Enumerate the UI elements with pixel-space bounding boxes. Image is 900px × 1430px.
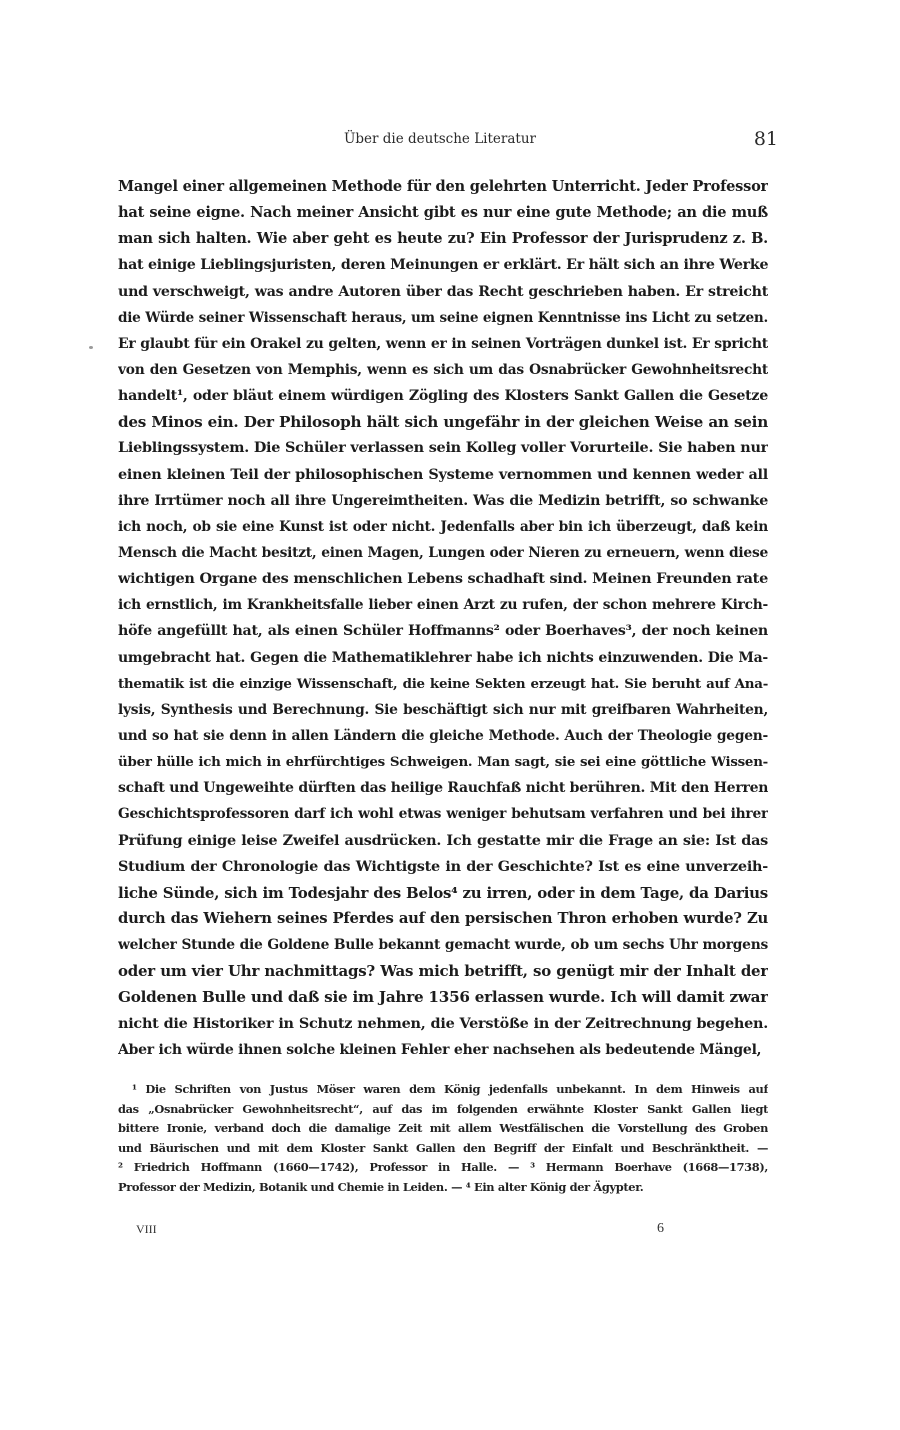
body-line: und verschweigt, was andre Autoren über das Recht geschrieben haben. Er streicht bbox=[118, 283, 768, 300]
footnote-line: Professor der Medizin, Botanik und Chemie in Leiden. — ⁴ Ein alter König der Ägypter. bbox=[118, 1179, 644, 1194]
footnote-line: das „Osnabrücker Gewohnheitsrecht“, auf das im folgenden erwähnte Kloster Sankt Gallen liegt bbox=[118, 1101, 768, 1116]
body-line: hat seine eigne. Nach meiner Ansicht gibt es nur eine gute Methode; an die muß bbox=[118, 204, 768, 222]
body-line: nicht die Historiker in Schutz nehmen, die Verstöße in der Zeitrechnung begehen. bbox=[118, 1014, 768, 1032]
body-line: welcher Stunde die Goldene Bulle bekannt gemacht wurde, ob um sechs Uhr morgens bbox=[118, 937, 768, 954]
body-line: die Würde seiner Wissenschaft heraus, um seine eignen Kenntnisse ins Licht zu setzen. bbox=[118, 309, 768, 326]
body-line: ihre Irrtümer noch all ihre Ungereimtheiten. Was die Medizin betrifft, so schwanke bbox=[118, 492, 768, 509]
volume-signature: VIII bbox=[136, 1222, 157, 1236]
body-line: des Minos ein. Der Philosoph hält sich ungefähr in der gleichen Weise an sein bbox=[118, 413, 768, 432]
body-line: hat einige Lieblingsjuristen, deren Meinungen er erklärt. Er hält sich an ihre Werke bbox=[118, 257, 768, 274]
body-line: Geschichtsprofessoren darf ich wohl etwas weniger behutsam verfahren und bei ihrer bbox=[118, 806, 768, 823]
body-line: handelt¹, oder bläut einem würdigen Zögling des Klosters Sankt Gallen die Gesetze bbox=[118, 388, 768, 405]
body-line: Prüfung einige leise Zweifel ausdrücken. Ich gestatte mir die Frage an sie: Ist das bbox=[118, 831, 768, 849]
body-line: von den Gesetzen von Memphis, wenn es sich um das Osnabrücker Gewohnheitsrecht bbox=[118, 361, 768, 378]
body-line: Mensch die Macht besitzt, einen Magen, Lungen oder Nieren zu erneuern, wenn diese bbox=[118, 544, 768, 561]
sheet-signature: 6 bbox=[657, 1221, 664, 1236]
body-line: ich ernstlich, im Krankheitsfalle lieber einen Arzt zu rufen, der schon mehrere Kirch- bbox=[118, 597, 768, 614]
body-line: und so hat sie denn in allen Ländern die gleiche Methode. Auch der Theologie gegen- bbox=[118, 727, 768, 744]
body-line: oder um vier Uhr nachmittags? Was mich betrifft, so genügt mir der Inhalt der bbox=[118, 962, 768, 981]
body-line: ich noch, ob sie eine Kunst ist oder nicht. Jedenfalls aber bin ich überzeugt, daß kein bbox=[118, 518, 768, 535]
body-line: über hülle ich mich in ehrfürchtiges Schweigen. Man sagt, sie sei eine göttliche Wissen- bbox=[118, 754, 768, 771]
footnote-line: ² Friedrich Hoffmann (1660—1742), Professor in Halle. — ³ Hermann Boerhave (1668—1738), bbox=[118, 1160, 768, 1174]
footnote-line: ¹ Die Schriften von Justus Möser waren dem König jedenfalls unbekannt. In dem Hinweis auf bbox=[132, 1082, 768, 1096]
body-line: umgebracht hat. Gegen die Mathematiklehrer habe ich nichts einzuwenden. Die Ma- bbox=[118, 649, 768, 666]
body-line: liche Sünde, sich im Todesjahr des Belos⁴ zu irren, oder in dem Tage, da Darius bbox=[118, 883, 768, 902]
body-line: man sich halten. Wie aber geht es heute zu? Ein Professor der Jurisprudenz z. B. bbox=[118, 230, 768, 248]
paper-speck bbox=[89, 346, 93, 349]
footnote-line: und Bäurischen und mit dem Kloster Sankt Gallen den Begriff der Einfalt und Beschränktheit. — bbox=[118, 1140, 768, 1155]
body-line: höfe angefüllt hat, als einen Schüler Hoffmanns² oder Boerhaves³, der noch keinen bbox=[118, 623, 768, 640]
page-number: 81 bbox=[753, 128, 778, 150]
body-line: einen kleinen Teil der philosophischen Systeme vernommen und kennen weder all bbox=[118, 465, 768, 483]
body-line: lysis, Synthesis und Berechnung. Sie beschäftigt sich nur mit greifbaren Wahrheiten, bbox=[118, 701, 768, 718]
body-line: schaft und Ungeweihte dürften das heilige Rauchfaß nicht berühren. Mit den Herren bbox=[118, 780, 768, 797]
running-head: Über die deutsche Literatur bbox=[344, 131, 536, 147]
body-line: wichtigen Organe des menschlichen Lebens schadhaft sind. Meinen Freunden rate bbox=[118, 570, 768, 588]
footnote-line: bittere Ironie, verband doch die damalige Zeit mit allem Westfälischen die Vorstellung des Groben bbox=[118, 1121, 768, 1135]
body-line: Er glaubt für ein Orakel zu gelten, wenn er in seinen Vorträgen dunkel ist. Er spricht bbox=[118, 335, 768, 352]
body-line: Goldenen Bulle und daß sie im Jahre 1356 erlassen wurde. Ich will damit zwar bbox=[118, 988, 768, 1007]
body-line: Aber ich würde ihnen solche kleinen Fehler eher nachsehen als bedeutende Mängel, bbox=[118, 1041, 762, 1058]
body-line: thematik ist die einzige Wissenschaft, die keine Sekten erzeugt hat. Sie beruht auf Ana- bbox=[118, 675, 768, 692]
body-line: Lieblingssystem. Die Schüler verlassen sein Kolleg voller Vorurteile. Sie haben nur bbox=[118, 439, 768, 457]
body-line: Studium der Chronologie das Wichtigste in der Geschichte? Ist es eine unverzeih- bbox=[118, 857, 768, 875]
body-line: Mangel einer allgemeinen Methode für den gelehrten Unterricht. Jeder Professor bbox=[118, 178, 768, 195]
body-line: durch das Wiehern seines Pferdes auf den persischen Thron erhoben wurde? Zu bbox=[118, 909, 768, 927]
footnotes bbox=[118, 1080, 768, 1197]
body-text bbox=[118, 174, 768, 1063]
